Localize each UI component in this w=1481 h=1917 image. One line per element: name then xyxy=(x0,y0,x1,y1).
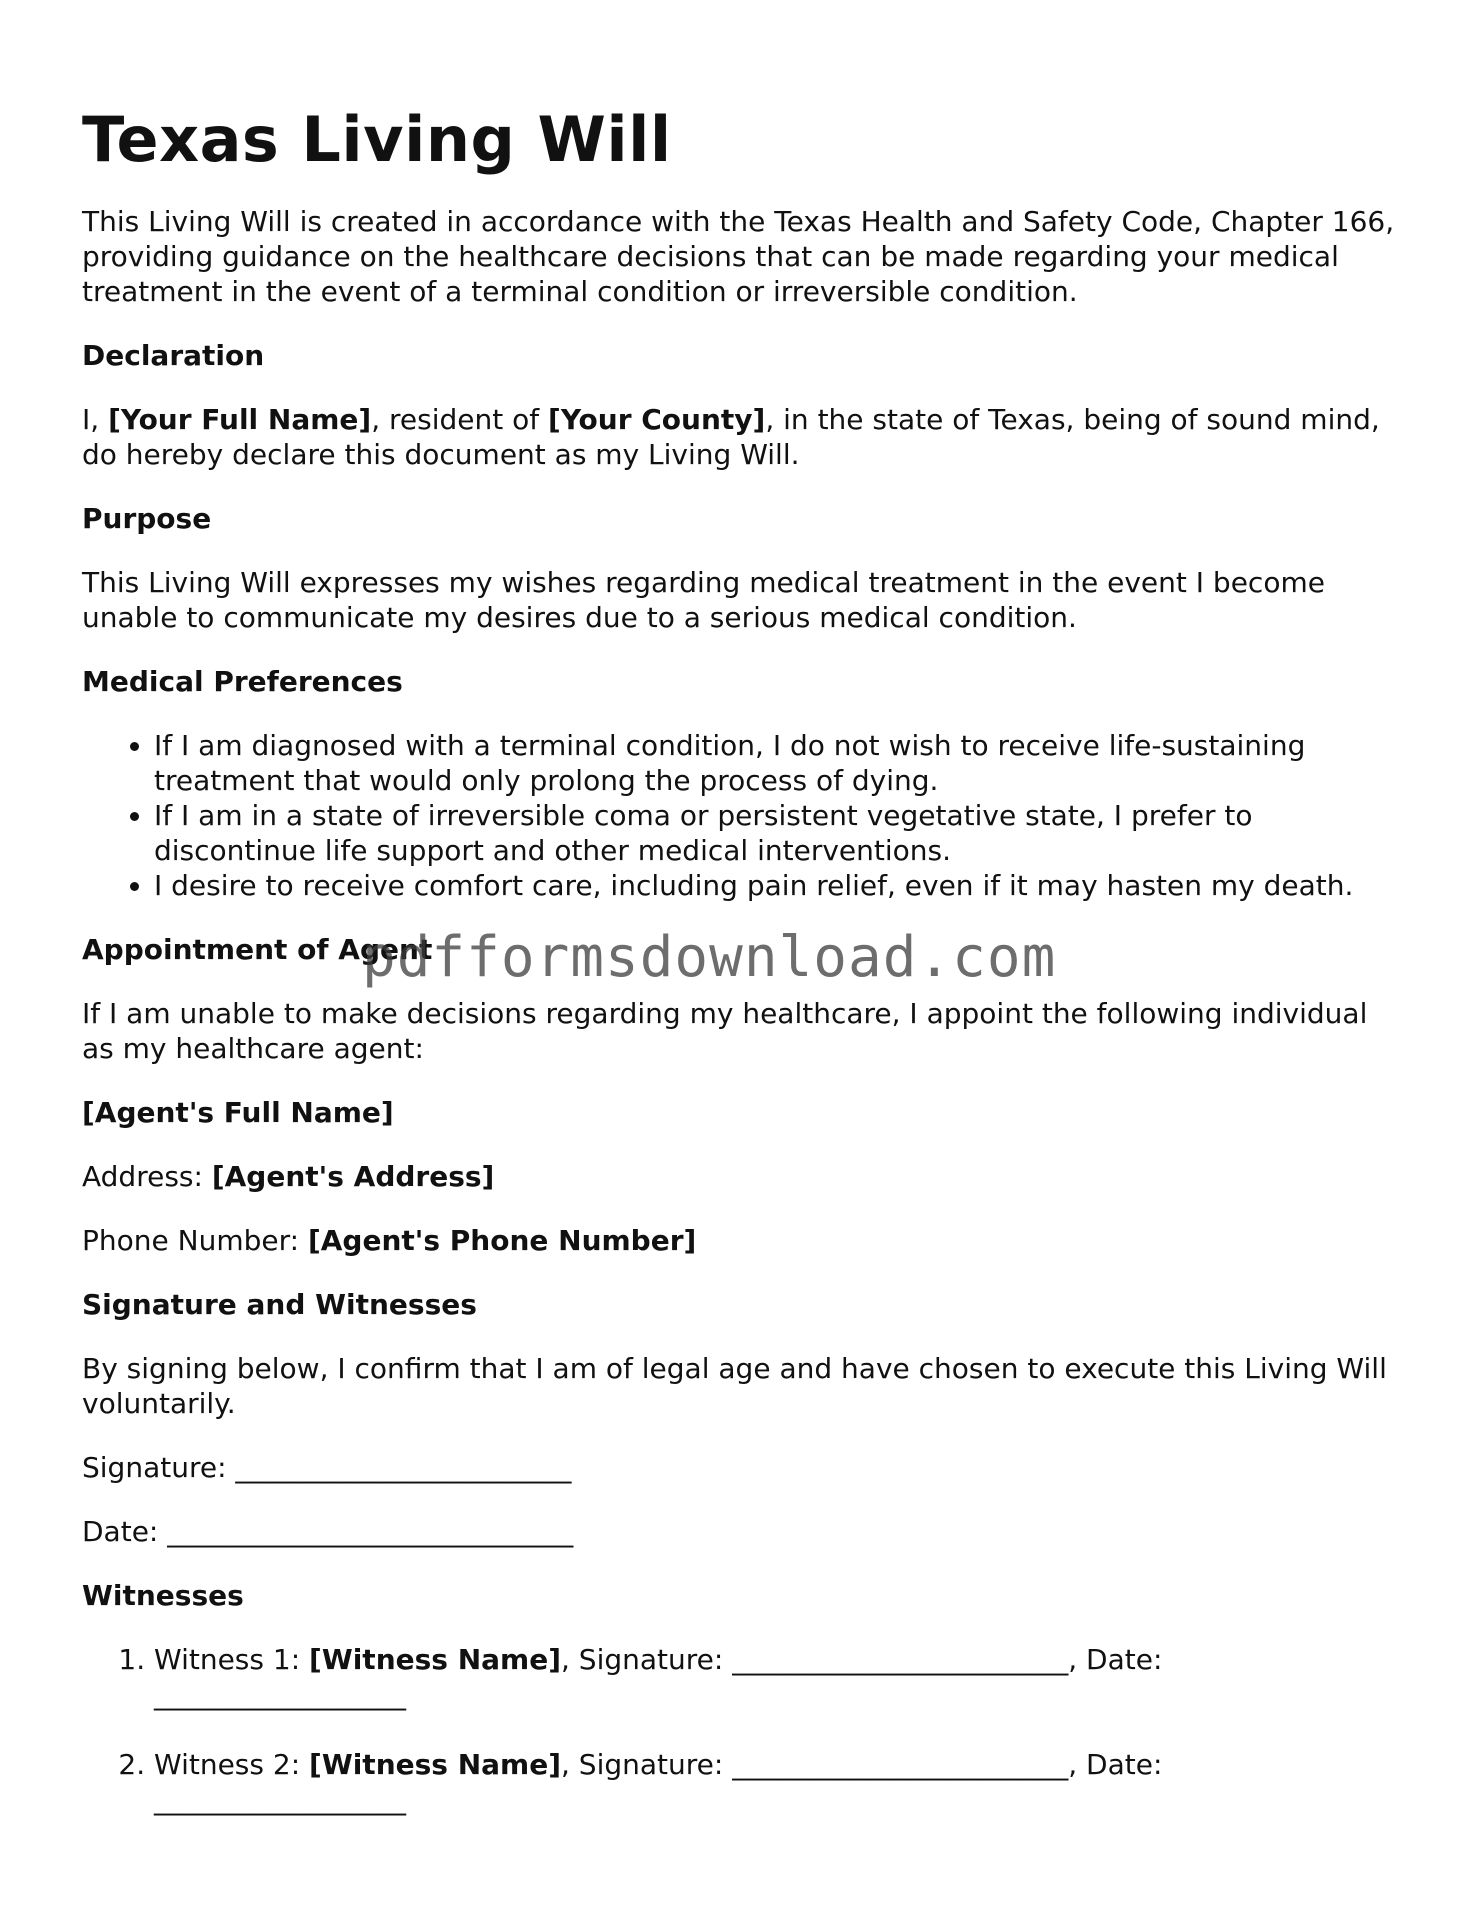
witness-name-placeholder: [Witness Name] xyxy=(309,1643,561,1676)
signature-heading: Signature and Witnesses xyxy=(82,1288,477,1321)
purpose-paragraph: This Living Will expresses my wishes regarding medical treatment in the event I become unable to communicate my desires due to a serious medical condition. xyxy=(82,566,1325,634)
medical-preferences-heading: Medical Preferences xyxy=(82,665,403,698)
county-placeholder: [Your County] xyxy=(548,403,766,436)
declaration-text-1: I, xyxy=(82,403,109,436)
declaration-heading: Declaration xyxy=(82,339,265,372)
list-item: • If I am in a state of irreversible coma or persistent vegetative state, I prefer to discontinue life support and other medical interventions. xyxy=(154,798,1402,868)
agent-address-placeholder: [Agent's Address] xyxy=(211,1160,495,1193)
agent-address-label: Address: xyxy=(82,1160,212,1193)
signature-paragraph: By signing below, I confirm that I am of legal age and have chosen to execute this Living Will voluntarily. xyxy=(82,1352,1387,1420)
intro-paragraph: This Living Will is created in accordance with the Texas Health and Safety Code, Chapter 166, providing guidance on the healthcare decisions that can be made regarding your medical treatment in the event of a terminal condition or irreversible condition. xyxy=(82,205,1395,308)
agent-name-line xyxy=(82,1095,1402,1130)
living-will-document xyxy=(82,100,1402,1852)
witness-item xyxy=(154,1642,1402,1712)
list-item: • I desire to receive comfort care, including pain relief, even if it may hasten my death. xyxy=(154,868,1402,903)
declaration-paragraph xyxy=(82,402,1402,472)
witness-signature-date: , Signature: ________________________, Date: __________________ xyxy=(154,1748,1163,1816)
date-line: Date: _____________________________ xyxy=(82,1515,574,1548)
agent-address-line xyxy=(82,1159,1402,1194)
declaration-text-3: , in the state of Texas, being of sound mind, do hereby declare this document as my Living Will. xyxy=(82,403,1380,471)
agent-name-placeholder: [Agent's Full Name] xyxy=(82,1096,394,1129)
agent-paragraph: If I am unable to make decisions regarding my healthcare, I appoint the following individual as my healthcare agent: xyxy=(82,997,1368,1065)
witness-label: Witness 1: xyxy=(154,1643,310,1676)
witness-label: Witness 2: xyxy=(154,1748,310,1781)
witnesses-list xyxy=(82,1642,1402,1817)
agent-phone-label: Phone Number: xyxy=(82,1224,308,1257)
full-name-placeholder: [Your Full Name] xyxy=(108,403,372,436)
purpose-heading: Purpose xyxy=(82,502,212,535)
witness-item xyxy=(154,1747,1402,1817)
agent-phone-placeholder: [Agent's Phone Number] xyxy=(307,1224,697,1257)
witness-signature-date: , Signature: ________________________, Date: __________________ xyxy=(154,1643,1163,1711)
medical-preferences-list xyxy=(82,728,1402,903)
appointment-of-agent-heading: Appointment of Agent xyxy=(82,933,433,966)
document-title: Texas Living Will xyxy=(82,103,672,176)
agent-phone-line xyxy=(82,1223,1402,1258)
witness-name-placeholder: [Witness Name] xyxy=(309,1748,561,1781)
list-item: • If I am diagnosed with a terminal condition, I do not wish to receive life-sustaining treatment that would only prolong the process of dying. xyxy=(154,728,1402,798)
witnesses-heading: Witnesses xyxy=(82,1579,244,1612)
watermark: pdfformsdownload.com xyxy=(362,925,1057,990)
declaration-text-2: , resident of xyxy=(371,403,549,436)
signature-line: Signature: ________________________ xyxy=(82,1451,572,1484)
